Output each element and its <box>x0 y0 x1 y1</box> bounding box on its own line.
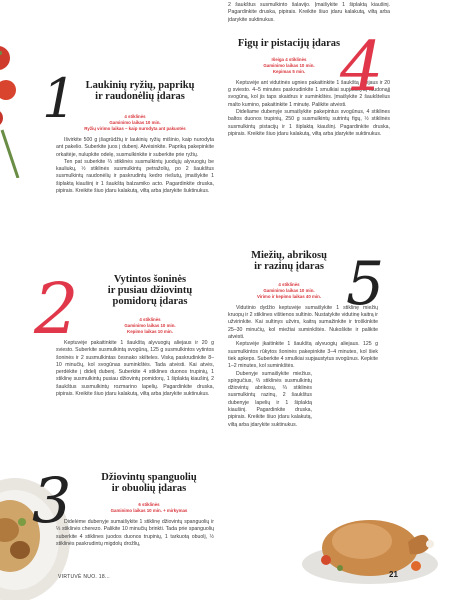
recipe-paragraph: Keptuvėje ant vidutinės ugnies pakaitinkite 1 šaukštą aliejaus ir 20 g sviesto. 4–5 minutes paskrudinkite 1 smulkiai supjaustytą raudonąjį svogūną, kol jis taps skaidrus ir suminkštės. Įmaišykite 2 šaukštelius malto kumino, pakaitinkite 1 minutę. Palikite atvėsti. <box>228 79 390 108</box>
recipe-yield: 6 stiklinės <box>138 502 160 507</box>
recipe-1 <box>42 67 214 270</box>
recipe-paragraph: Didelėme dubenyje sumaišykite 1 stiklinę džiovintų spanguolių ir ⅓ stiklinės cherezo. Palikite 10 minučių brinkti. Tada prie spanguolių suberkite 4 stiklines juodos duonos trupinių, 1 tarkuotą obuolį, ½ stiklinės paskrudintų migdolų drožlių, <box>56 519 214 547</box>
recipe-title-line: ir raudonėlių įdaras <box>95 91 185 102</box>
page-number: 21 <box>389 570 398 579</box>
recipe-yield: 4 stiklinės <box>124 114 146 119</box>
recipe-cook-time: Kepimas 5 min. <box>272 68 306 74</box>
recipe-prep-time: Gaminimo laikas 10 min. <box>109 120 161 125</box>
recipe-prep-time: Gaminimo laikas 10 min. <box>263 62 315 68</box>
recipe-title-line: Laukinių ryžių, paprikų <box>85 80 195 91</box>
recipe-paragraph: Dubenyje sumaišykite miežius, spirgučius, ⅔ stiklinės susmulkintų džiovintų abrikosų, ⅔ stiklinės susmulkintų razinų, 2 šaukštus dubenyje lapelių ir 1 šiplaktą kiaušinį. Pagardinkite druska, pipirais. Kreikite šiuo įdaru kalakutą, viltą arba įdarykite suktinukus. <box>228 370 312 428</box>
recipe-5 <box>228 250 390 429</box>
recipe-number: 1 <box>42 67 77 130</box>
recipe-body <box>228 305 378 429</box>
recipe-body <box>56 137 214 195</box>
recipe-paragraph: Vidutinio dydžio keptuvėje sumaišykite 1 stiklinę miežių kruopų ir 2 stiklines vištienos sultinio. Nustatykite vidutinę kaitrą ir užvirinkite. Kai sultinys užvirs, kaitrą sumažinkite ir troškinkite 25–30 minučių, kol miežiai suminkštės. Nukoškite ir palikite atvėsti. <box>228 304 378 341</box>
recipe-title-line: ir pusiau džiovintų <box>107 285 193 296</box>
recipe-body <box>56 340 214 398</box>
recipe-meta <box>56 317 214 335</box>
recipe-title <box>56 472 214 494</box>
recipe-3 <box>32 464 214 548</box>
recipe-title-line: pomidorų įdaras <box>112 296 188 307</box>
recipe-yield: 4 stiklinės <box>278 281 300 287</box>
recipe-cook-time: Kepimo laikas 10 min. <box>127 329 173 334</box>
recipe-2 <box>34 268 214 474</box>
recipe-paragraph: Išvirkite 500 g įšagrūdžių ir laukinių ryžių mišinio, kaip nurodyta ant pakelio. Suberkite juos į dubenį. Atvėsinkite. Papriką pakepinkite orkaitėje, nulupkite odelę, susmulkinkite ir suberkite prie ryžių. <box>56 137 214 158</box>
recipe-title-line: Figų ir pistacijų įdaras <box>237 37 341 49</box>
left-column <box>32 67 214 548</box>
recipe-body <box>56 519 214 548</box>
recipe-paragraph: Keptuvėje pakaitinkite 1 šaukštą alyvuogių aliejaus ir 20 g sviesto. Suberkite susmulkintą svogūną, 125 g susmulkintos vytintos šoninės ir 2 susmulkintas česnako skilteles. Viską paskrudinkite 8–10 minučių, kol svogūnas suminkštės. Tada atvėsti. Kai atvės, perdėkite į didelį dubenį. Suberkite 4 stiklines duonos trupinių, 1 stiklinę susmulkintų pusiau džiovintų pomidorų, 1 šiplaktą kiaušinį, 2 šaukštus susmulkintų rozmarino lapelių. Pagardinkite druska, pipirais. Kreikite šiuo įdaru kalakutą, viltą arba įdarykite suktinukus. <box>56 340 214 398</box>
recipe-number: 5 <box>346 248 385 319</box>
recipe-prep-time: Gaminimo laikas 10 min. <box>263 287 315 293</box>
recipe-paragraph: Keptuvėje įkaitinkite 1 šaukštą alyvuogių aliejaus. 125 g susmulkintos rūkytos šoninės pakepinkite 3–4 minutes, kol šiek tiek apkeps. Suberkite 4 smulkiai supjaustytus svogūnus. Kepkite 1–2 minutes, kol suminkštės. <box>228 341 378 370</box>
recipe-4 <box>228 27 390 238</box>
recipe-meta <box>56 114 214 132</box>
recipe-cook-time: Ryžių virimo laikas – kaip nurodyta ant pakuotės <box>84 126 186 131</box>
recipe-prep-time: Gaminimo laikas 10 min. <box>124 323 176 328</box>
right-column <box>228 2 390 429</box>
recipe-title-line: Džiovintų spanguolių <box>101 472 197 483</box>
recipe-cook-time: Virimo ir kepimo laikas 40 min. <box>256 293 322 299</box>
recipe-number: 3 <box>32 464 72 537</box>
recipe-number: 2 <box>34 268 79 350</box>
recipe-paragraph: Ten pat suberkite ⅔ stiklinės susmulkintų juodųjų alyvuogių be kauliukų, ½ stiklinės susmulkintų petražolių, po 2 šaukštus susmulkintų raudonėlių ir paskrudintų kedro riešutų, įmaišykite 1 šiplaktą kiaušinį ir 1 šaukštą balzamiko acto. Pagardinkite druska, pipirais. Kreikite šiuo įdaru kalakutą, viltą arba įdarykite šuktinukus. <box>56 158 214 195</box>
footer-magazine-name: VIRTUVĖ NUO. 18... <box>58 574 110 580</box>
recipe-title-line: Vytintos šoninės <box>113 274 187 285</box>
tomatoes-illustration <box>0 38 38 178</box>
recipe-title-line: ir razinų įdaras <box>254 260 324 272</box>
recipe-title-line: Miežių, abrikosų <box>251 249 327 261</box>
recipe-yield: 4 stiklinės <box>139 317 161 322</box>
recipe-paragraph: Dideliame dubenyje sumaišykite pakepintus svogūnus, 4 stiklines baltos duonos trupinių, 250 g susmulkintų sutrintų figų, ½ stiklinės susmulkintų pistacijų ir 1 šiplaktą kiaušinį. Pagardinkite druska, pipirais. Kreikite šiuo įdaru kalakutą, viltą arba įdarykite suktinukus. <box>228 109 390 137</box>
recipe-yield: Išeiga 4 stiklinės <box>271 56 307 62</box>
recipe-number: 4 <box>340 27 384 107</box>
recipe-title <box>56 274 214 307</box>
recipe-meta <box>56 502 214 514</box>
recipe-title-line: ir obuolių įdaras <box>111 483 187 494</box>
recipe-title <box>56 80 214 102</box>
roast-turkey-illustration <box>300 486 440 586</box>
carryover-paragraph: 2 šaukštus susmulkinto šalavijo. Įmaišykite 1 šiplaktą kiaušinį. Pagardinkite druska, pipirais. Kreikite šiuo įdaru kalakutą, viltą arba įdarykite suktinukus. <box>228 2 390 23</box>
recipe-prep-time: Gaminimo laikas 10 min. + mirkymas <box>110 508 188 513</box>
